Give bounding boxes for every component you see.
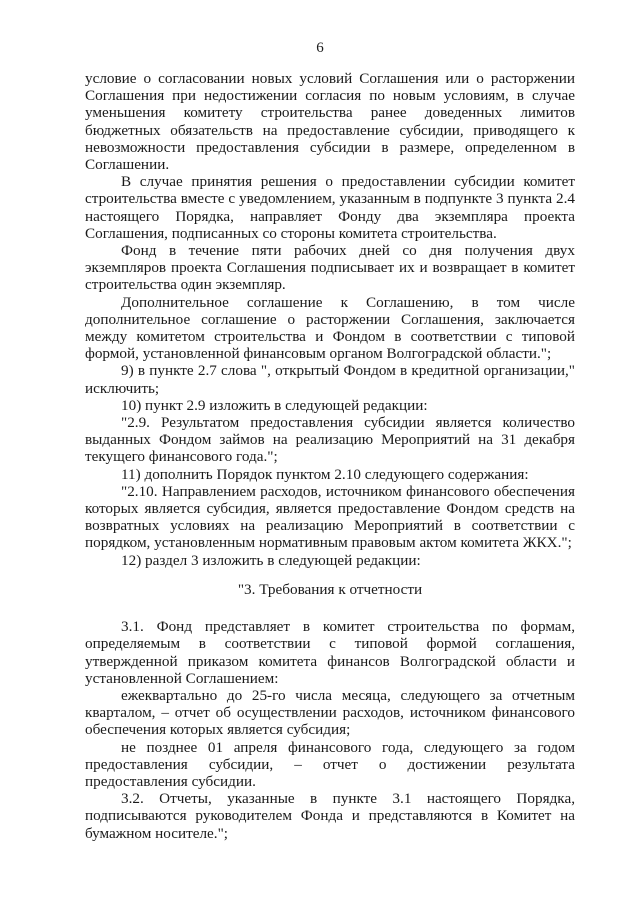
paragraph-11: 3.1. Фонд представляет в комитет строительства по формам, определяемым в соответствии с типовой формой соглашения, утвержденной приказом комитета финансов Волгоградской области и установленной Соглашением: [85, 618, 575, 687]
paragraph-6: 10) пункт 2.9 изложить в следующей редакции: [121, 396, 428, 414]
paragraph-14: 3.2. Отчеты, указанные в пункте 3.1 настоящего Порядка, подписываются руководителем Фонда и представляются в Комитет на бумажном носителе."; [85, 790, 575, 842]
paragraph-2: В случае принятия решения о предоставлении субсидии комитет строительства вместе с уведомлением, указанным в подпункте 3 пункта 2.4 настоящего Порядка, направляет Фонду два экземпляра проекта Соглашения, подписанных со стороны комитета строительства. [85, 173, 575, 242]
paragraph-5: 9) в пункте 2.7 слова ", открытый Фондом в кредитной организации," исключить; [85, 362, 575, 397]
paragraph-8: 11) дополнить Порядок пунктом 2.10 следующего содержания: [121, 465, 529, 483]
paragraph-13: не позднее 01 апреля финансового года, следующего за годом предоставления субсидии, – отчет о достижении результата предоставления субсидии. [85, 738, 575, 790]
section-heading: "3. Требования к отчетности [237, 580, 423, 598]
paragraph-3: Фонд в течение пяти рабочих дней со дня получения двух экземпляров проекта Соглашения подписывает их и возвращает в комитет строительства один экземпляр. [85, 242, 575, 294]
paragraph-4: Дополнительное соглашение к Соглашению, в том числе дополнительное соглашение о расторжении Соглашения, заключается между комитетом строительства и Фондом в соответствии с типовой формой, установленной финансовым органом Волгоградской области."; [85, 293, 575, 363]
paragraph-10: 12) раздел 3 изложить в следующей редакции: [121, 551, 421, 569]
paragraph-7: "2.9. Результатом предоставления субсидии является количество выданных Фондом займов на реализацию Мероприятий на 31 декабря текущего финансового года."; [85, 414, 575, 466]
document-body [85, 70, 575, 842]
paragraph-1: условие о согласовании новых условий Соглашения или о расторжении Соглашения при недостижении согласия по новым условиям, в случае уменьшения комитету строительства ранее доведенных лимитов бюджетных обязательств на предоставление субсидии, приводящего к невозможности предоставления субсидии в размере, определенном в Соглашении. [85, 70, 575, 174]
paragraph-9: "2.10. Направлением расходов, источником финансового обеспечения которых является субсидия, является предоставление Фондом средств на возвратных условиях на реализацию Мероприятий в соответствии с порядком, установленным нормативным правовым актом комитета ЖКХ."; [85, 482, 575, 552]
paragraph-12: ежеквартально до 25-го числа месяца, следующего за отчетным кварталом, – отчет об осуществлении расходов, источником финансового обеспечения которых является субсидия; [85, 686, 575, 739]
page-number: 6 [316, 40, 324, 56]
